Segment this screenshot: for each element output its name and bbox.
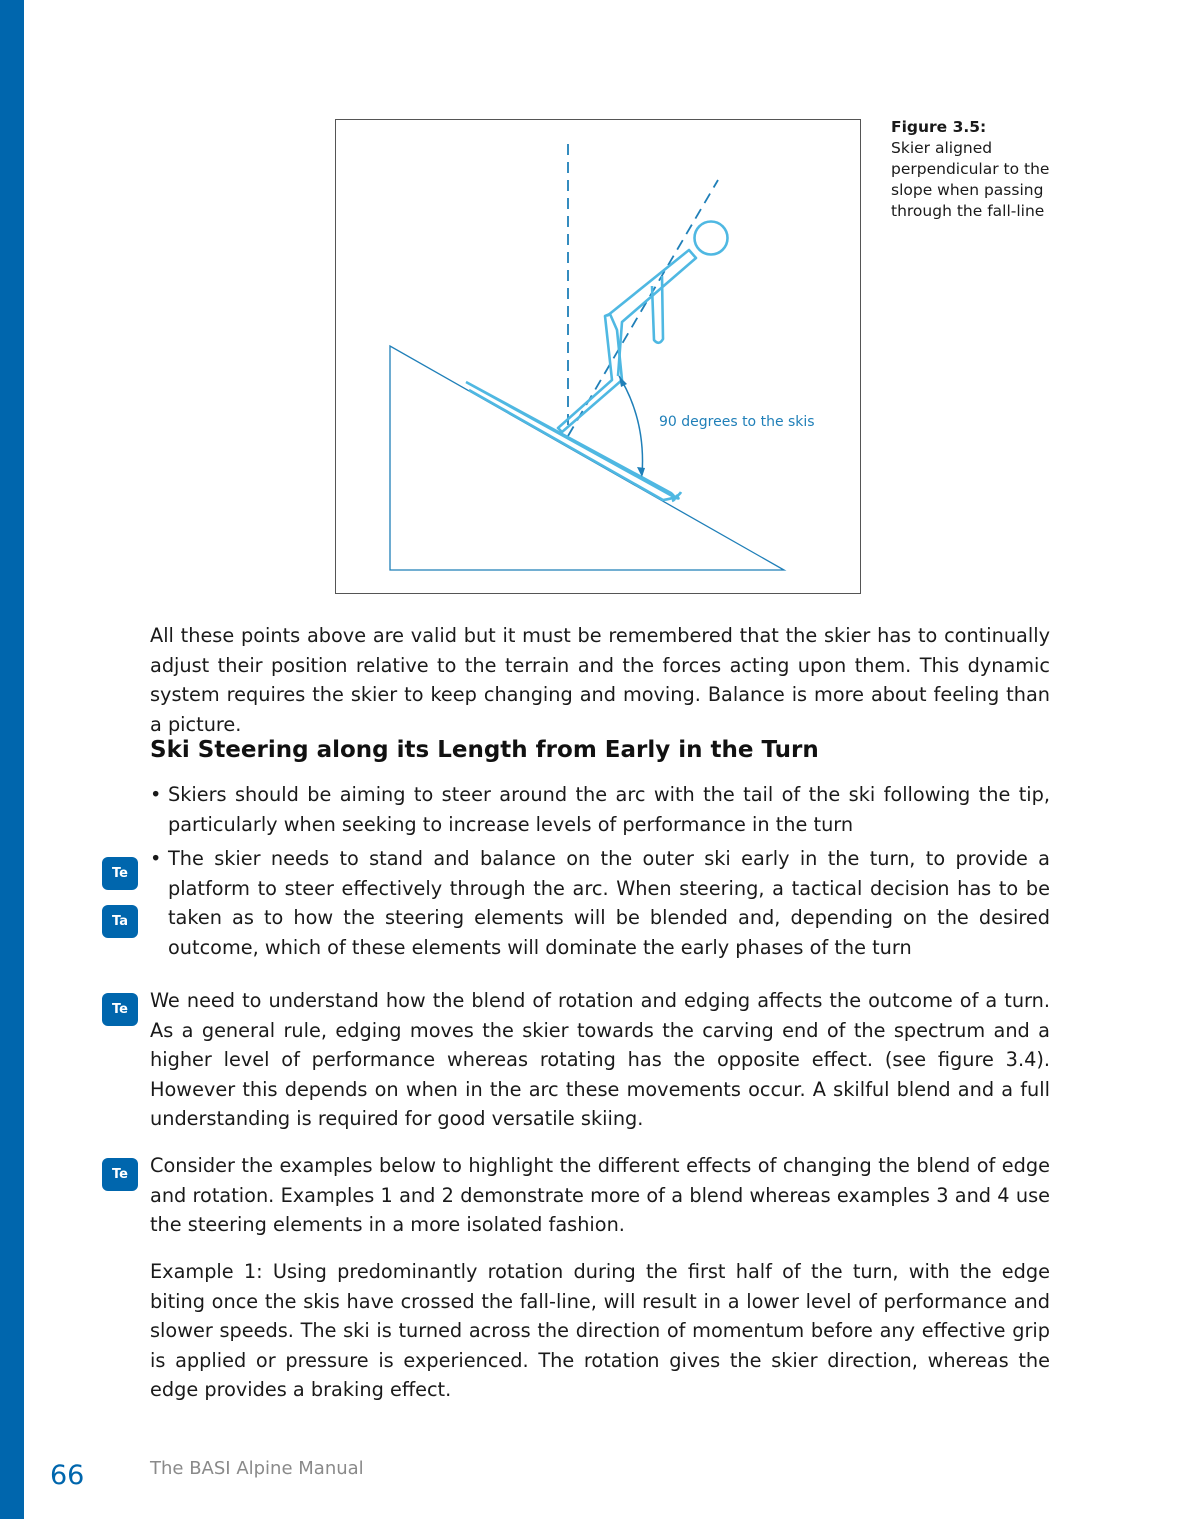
bullet-text: The skier needs to stand and balance on the outer ski early in the turn, to provide a platform to steer effectively through the arc. When steering, a tactical decision has to be taken as to how the steering elements will be blended and, depending on the desired outcome, which of these elements will dominate the early phases of the turn (168, 847, 1050, 959)
skier-torso (607, 250, 696, 376)
paragraph-blend: We need to understand how the blend of rotation and edging affects the outcome of a turn. As a general rule, edging moves the skier towards the carving end of the spectrum and a higher level of performance whereas rotating has the opposite effect. (see figure 3.4). However this depends on when in the arc these movements occur. A skilful blend and a full understanding is required for good versatile skiing. (150, 989, 1050, 1130)
ski (466, 382, 681, 501)
skier-arm (652, 276, 663, 343)
margin-tag-technical: Te (102, 857, 138, 890)
caption-title: Figure 3.5: (891, 118, 987, 136)
paragraph-example-1: Example 1: Using predominantly rotation during the first half of the turn, with the edge biting once the skis have crossed the fall-line, will result in a lower level of performance and slower speeds. The ski is turned across the direction of momentum before any effective grip is applied or pressure is experienced. The rotation gives the skier direction, whereas the edge provides a braking effect. (150, 1260, 1050, 1401)
section-heading: Ski Steering along its Length from Early in the Turn (150, 737, 819, 763)
skier-head (695, 222, 728, 255)
angle-label: 90 degrees to the skis (659, 414, 815, 430)
figure-caption (891, 117, 1061, 222)
margin-tag-technical: Te (102, 993, 138, 1026)
side-color-bar (0, 0, 24, 1519)
intro-paragraph: All these points above are valid but it must be remembered that the skier has to continually adjust their position relative to the terrain and the forces acting upon them. This dynamic system requires the skier to keep changing and moving. Balance is more about feeling than a picture. (150, 624, 1050, 736)
bullet-item (150, 844, 1050, 962)
margin-tag-tactical: Ta (102, 905, 138, 938)
bullet-item (150, 780, 1050, 839)
caption-text: Skier aligned perpendicular to the slope when passing through the fall-line (891, 139, 1050, 220)
page-number: 66 (50, 1460, 85, 1491)
bullet-text: Skiers should be aiming to steer around the arc with the tail of the ski following the tip, particularly when seeking to increase levels of performance in the turn (168, 783, 1050, 836)
margin-tag-technical: Te (102, 1158, 138, 1191)
figure-3-5 (335, 119, 861, 594)
skier-diagram (336, 120, 862, 595)
angle-arc (619, 376, 643, 475)
footer-title: The BASI Alpine Manual (150, 1458, 364, 1479)
bullet-dot: • (150, 847, 162, 870)
paragraph-examples: Consider the examples below to highlight the different effects of changing the blend of edge and rotation. Examples 1 and 2 demonstrate more of a blend whereas examples 3 and 4 use the steering elements in a more isolated fashion. (150, 1154, 1050, 1236)
bullet-dot: • (150, 783, 162, 806)
